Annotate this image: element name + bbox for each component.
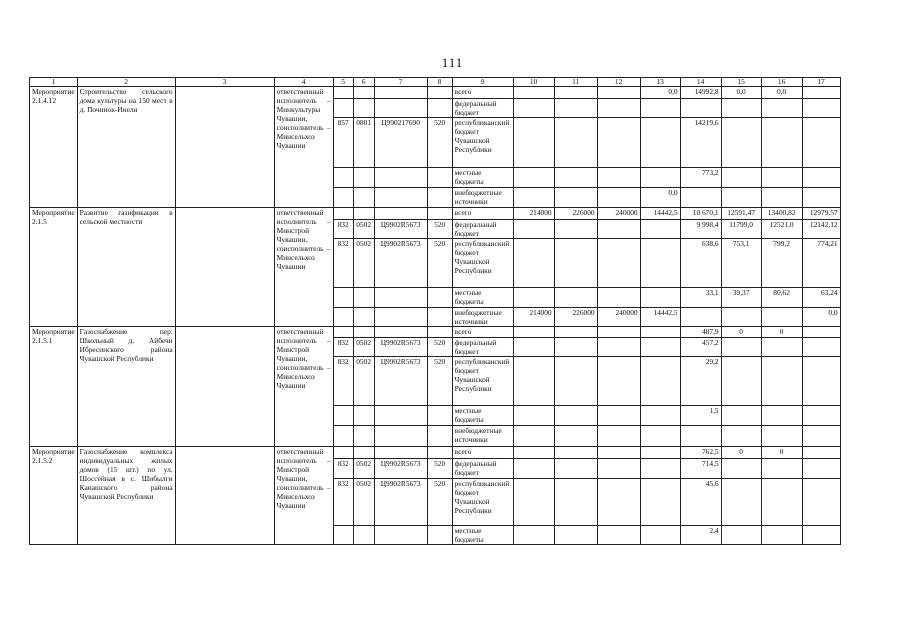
cell-vr	[427, 168, 452, 188]
measure-id: Мероприятие 2.1.5	[30, 208, 78, 327]
cell-c11	[554, 526, 597, 545]
cell-c16	[761, 426, 802, 447]
cell-c14: 487,9	[680, 327, 721, 338]
cell-grbs	[333, 426, 353, 447]
cell-c12	[597, 239, 640, 288]
column-number: 11	[554, 78, 597, 87]
cell-c12	[597, 406, 640, 426]
cell-c13	[640, 220, 680, 239]
cell-csr	[374, 526, 427, 545]
cell-c15	[721, 357, 761, 406]
column-number: 4	[274, 78, 333, 87]
cell-c13	[640, 239, 680, 288]
cell-c15	[721, 188, 761, 208]
cell-rz	[353, 447, 374, 459]
cell-c16: 799,2	[761, 239, 802, 288]
cell-c17: 0,0	[802, 308, 840, 327]
cell-grbs	[333, 87, 353, 99]
column-number: 13	[640, 78, 680, 87]
column-number: 10	[513, 78, 554, 87]
cell-rz: 0502	[353, 239, 374, 288]
cell-c12	[597, 338, 640, 357]
cell-c12	[597, 220, 640, 239]
cell-c12	[597, 99, 640, 118]
cell-c16: 80,62	[761, 288, 802, 308]
cell-c15: 0	[721, 447, 761, 459]
cell-c13: 14442,5	[640, 308, 680, 327]
cell-c10	[513, 99, 554, 118]
cell-src: всего	[452, 327, 513, 338]
table-body	[30, 87, 841, 545]
cell-csr	[374, 327, 427, 338]
cell-c17	[802, 87, 840, 99]
cell-c14: 10 670,1	[680, 208, 721, 220]
cell-c10: 214000	[513, 308, 554, 327]
cell-vr: 520	[427, 118, 452, 168]
cell-csr	[374, 447, 427, 459]
cell-c10	[513, 459, 554, 479]
cell-c17	[802, 327, 840, 338]
cell-c10	[513, 338, 554, 357]
cell-vr	[427, 406, 452, 426]
cell-c10	[513, 357, 554, 406]
cell-c10	[513, 239, 554, 288]
cell-c14: 33,1	[680, 288, 721, 308]
cell-c16: 0	[761, 327, 802, 338]
cell-rz	[353, 288, 374, 308]
column-number: 14	[680, 78, 721, 87]
cell-c13: 14442,5	[640, 208, 680, 220]
cell-src: внебюджетные источники	[452, 188, 513, 208]
table-row	[30, 87, 841, 99]
cell-c12: 240000	[597, 308, 640, 327]
cell-csr	[374, 87, 427, 99]
cell-c11	[554, 459, 597, 479]
cell-vr: 520	[427, 459, 452, 479]
cell-vr	[427, 426, 452, 447]
measure-id: Мероприятие 2.1.4.12	[30, 87, 78, 208]
cell-rz	[353, 308, 374, 327]
cell-c17: 12142,12	[802, 220, 840, 239]
cell-rz	[353, 327, 374, 338]
cell-c16	[761, 308, 802, 327]
table-row	[30, 327, 841, 338]
cell-vr	[427, 288, 452, 308]
cell-c12	[597, 188, 640, 208]
measure-notes	[175, 87, 274, 208]
cell-c12	[597, 357, 640, 406]
cell-src: всего	[452, 208, 513, 220]
cell-c14: 638,6	[680, 239, 721, 288]
measure-name: Газоснабжение пер. Школьный д. Айбечи Ибресинского района Чувашской Республики	[77, 327, 175, 447]
cell-c15: 753,1	[721, 239, 761, 288]
cell-c13: 0,0	[640, 87, 680, 99]
cell-c16: 0,0	[761, 87, 802, 99]
cell-c13	[640, 168, 680, 188]
cell-c15	[721, 459, 761, 479]
cell-c14: 2,4	[680, 526, 721, 545]
cell-c14: 29,2	[680, 357, 721, 406]
cell-c11	[554, 220, 597, 239]
cell-c17: 774,21	[802, 239, 840, 288]
cell-src: федеральный бюджет	[452, 220, 513, 239]
cell-src: федеральный бюджет	[452, 99, 513, 118]
cell-csr	[374, 406, 427, 426]
cell-c15	[721, 118, 761, 168]
cell-c15	[721, 479, 761, 526]
column-number: 17	[802, 78, 840, 87]
cell-src: местные бюджеты	[452, 288, 513, 308]
cell-c10	[513, 168, 554, 188]
measure-name: Газоснабжение комплекса индивидуальных жилых домов (15 шт.) по ул. Шоссейная в с. Шибылги Канашского района Чувашской Республики	[77, 447, 175, 545]
column-number: 16	[761, 78, 802, 87]
cell-csr: Ц990217690	[374, 118, 427, 168]
cell-rz	[353, 168, 374, 188]
cell-c10	[513, 426, 554, 447]
cell-c10	[513, 327, 554, 338]
cell-c16	[761, 188, 802, 208]
cell-c17	[802, 459, 840, 479]
cell-c17	[802, 526, 840, 545]
cell-grbs: 857	[333, 118, 353, 168]
cell-grbs	[333, 99, 353, 118]
cell-c16	[761, 479, 802, 526]
cell-c12: 240000	[597, 208, 640, 220]
cell-c12	[597, 479, 640, 526]
cell-c15	[721, 526, 761, 545]
cell-vr	[427, 526, 452, 545]
cell-src: местные бюджеты	[452, 168, 513, 188]
cell-csr	[374, 168, 427, 188]
cell-vr: 520	[427, 239, 452, 288]
cell-vr: 520	[427, 338, 452, 357]
cell-c14: 45,6	[680, 479, 721, 526]
cell-c11	[554, 99, 597, 118]
cell-grbs: 832	[333, 459, 353, 479]
cell-c12	[597, 459, 640, 479]
cell-vr	[427, 87, 452, 99]
cell-c11	[554, 87, 597, 99]
cell-src: республиканский бюджет Чувашской Республики	[452, 239, 513, 288]
cell-c13	[640, 447, 680, 459]
cell-c15	[721, 426, 761, 447]
cell-c13	[640, 526, 680, 545]
cell-c11	[554, 239, 597, 288]
cell-c17	[802, 188, 840, 208]
cell-src: федеральный бюджет	[452, 459, 513, 479]
cell-src: федеральный бюджет	[452, 338, 513, 357]
cell-csr: Ц9902R5673	[374, 357, 427, 406]
cell-c11	[554, 327, 597, 338]
column-number: 2	[77, 78, 175, 87]
cell-c12	[597, 426, 640, 447]
measure-id: Мероприятие 2.1.5.1	[30, 327, 78, 447]
cell-c16	[761, 459, 802, 479]
cell-c17: 12979,57	[802, 208, 840, 220]
cell-c17	[802, 357, 840, 406]
cell-grbs	[333, 327, 353, 338]
cell-src: внебюджетные источники	[452, 426, 513, 447]
cell-c11	[554, 118, 597, 168]
cell-c17	[802, 118, 840, 168]
cell-grbs	[333, 406, 353, 426]
cell-c13	[640, 118, 680, 168]
cell-grbs	[333, 208, 353, 220]
cell-rz	[353, 188, 374, 208]
column-number: 8	[427, 78, 452, 87]
cell-c14: 9 998,4	[680, 220, 721, 239]
cell-grbs: 832	[333, 220, 353, 239]
cell-c10	[513, 188, 554, 208]
cell-src: республиканский бюджет Чувашской Республики	[452, 479, 513, 526]
cell-c11	[554, 288, 597, 308]
cell-c16	[761, 168, 802, 188]
cell-csr: Ц9902R5673	[374, 239, 427, 288]
table-row	[30, 208, 841, 220]
cell-c15	[721, 308, 761, 327]
cell-c10	[513, 118, 554, 168]
column-number: 3	[175, 78, 274, 87]
cell-vr	[427, 327, 452, 338]
measure-notes	[175, 327, 274, 447]
cell-rz	[353, 208, 374, 220]
cell-c11	[554, 338, 597, 357]
cell-vr: 520	[427, 220, 452, 239]
cell-c14: 762,5	[680, 447, 721, 459]
cell-c14: 773,2	[680, 168, 721, 188]
cell-c15: 11799,0	[721, 220, 761, 239]
cell-c16	[761, 118, 802, 168]
cell-c12	[597, 87, 640, 99]
cell-c10	[513, 406, 554, 426]
cell-c11	[554, 357, 597, 406]
cell-rz: 0801	[353, 118, 374, 168]
cell-grbs	[333, 308, 353, 327]
cell-c14: 714,5	[680, 459, 721, 479]
cell-c11	[554, 479, 597, 526]
cell-c12	[597, 168, 640, 188]
cell-csr	[374, 288, 427, 308]
cell-c11	[554, 188, 597, 208]
cell-rz	[353, 87, 374, 99]
cell-c14: 14219,6	[680, 118, 721, 168]
cell-c13	[640, 288, 680, 308]
cell-csr	[374, 208, 427, 220]
cell-grbs: 832	[333, 357, 353, 406]
cell-c16: 13400,82	[761, 208, 802, 220]
cell-rz: 0502	[353, 220, 374, 239]
cell-c17	[802, 168, 840, 188]
cell-c15	[721, 99, 761, 118]
cell-c13	[640, 99, 680, 118]
measure-executor: ответственный исполнитель – Минстрой Чувашии, соисполнитель – Минсельхоз Чувашии	[274, 447, 333, 545]
cell-c13	[640, 327, 680, 338]
cell-c15	[721, 168, 761, 188]
cell-c15	[721, 406, 761, 426]
cell-c13	[640, 426, 680, 447]
cell-c12	[597, 118, 640, 168]
cell-c11	[554, 406, 597, 426]
cell-grbs: 832	[333, 479, 353, 526]
cell-grbs: 832	[333, 338, 353, 357]
cell-rz: 0502	[353, 459, 374, 479]
measure-notes	[175, 208, 274, 327]
cell-csr: Ц9902R5673	[374, 338, 427, 357]
cell-c14	[680, 308, 721, 327]
cell-c10	[513, 220, 554, 239]
cell-c10	[513, 288, 554, 308]
cell-c17	[802, 479, 840, 526]
column-number: 9	[452, 78, 513, 87]
cell-csr: Ц9902R5673	[374, 220, 427, 239]
column-number-row	[30, 78, 841, 87]
measure-executor: ответственный исполнитель – Минкультуры Чувашии, соисполнитель – Минсельхоз Чувашии	[274, 87, 333, 208]
cell-c17	[802, 426, 840, 447]
cell-c17	[802, 99, 840, 118]
cell-vr	[427, 208, 452, 220]
cell-c13	[640, 357, 680, 406]
cell-src: республиканский бюджет Чувашской Республики	[452, 118, 513, 168]
cell-c14	[680, 188, 721, 208]
cell-c13: 0,0	[640, 188, 680, 208]
cell-c15: 0	[721, 327, 761, 338]
cell-src: местные бюджеты	[452, 526, 513, 545]
cell-c11	[554, 168, 597, 188]
measure-name: Строительство сельского дома культуры на 150 мест в д. Починок-Инели	[77, 87, 175, 208]
cell-grbs	[333, 188, 353, 208]
page-number: 111	[441, 55, 464, 70]
cell-rz: 0502	[353, 338, 374, 357]
cell-c16	[761, 99, 802, 118]
cell-c13	[640, 479, 680, 526]
column-number: 15	[721, 78, 761, 87]
cell-rz	[353, 99, 374, 118]
column-number: 7	[374, 78, 427, 87]
cell-grbs: 832	[333, 239, 353, 288]
cell-c17	[802, 447, 840, 459]
cell-vr	[427, 99, 452, 118]
cell-src: всего	[452, 447, 513, 459]
cell-c17	[802, 406, 840, 426]
cell-rz	[353, 426, 374, 447]
cell-c12	[597, 526, 640, 545]
cell-src: всего	[452, 87, 513, 99]
cell-c11	[554, 426, 597, 447]
cell-c16	[761, 338, 802, 357]
cell-c10	[513, 447, 554, 459]
cell-c16	[761, 406, 802, 426]
cell-c15: 12591,47	[721, 208, 761, 220]
cell-c14	[680, 99, 721, 118]
cell-src: местные бюджеты	[452, 406, 513, 426]
cell-c16: 0	[761, 447, 802, 459]
measure-notes	[175, 447, 274, 545]
cell-csr	[374, 188, 427, 208]
cell-c15: 39,37	[721, 288, 761, 308]
cell-c10: 214000	[513, 208, 554, 220]
cell-c11	[554, 447, 597, 459]
cell-vr	[427, 447, 452, 459]
cell-csr	[374, 308, 427, 327]
cell-c17: 63,24	[802, 288, 840, 308]
cell-c16: 12521,0	[761, 220, 802, 239]
cell-c10	[513, 479, 554, 526]
cell-c17	[802, 338, 840, 357]
cell-grbs	[333, 526, 353, 545]
measure-executor: ответственный исполнитель – Минстрой Чувашии, соисполнитель – Минсельхоз Чувашии	[274, 208, 333, 327]
cell-grbs	[333, 288, 353, 308]
column-number: 5	[333, 78, 353, 87]
cell-c14: 457,2	[680, 338, 721, 357]
cell-c13	[640, 406, 680, 426]
cell-vr	[427, 308, 452, 327]
cell-c14: 1,5	[680, 406, 721, 426]
budget-table	[29, 77, 841, 545]
cell-c15	[721, 338, 761, 357]
cell-rz	[353, 406, 374, 426]
column-number: 6	[353, 78, 374, 87]
cell-c13	[640, 338, 680, 357]
cell-c14	[680, 426, 721, 447]
cell-grbs	[333, 168, 353, 188]
cell-csr: Ц9902R5673	[374, 459, 427, 479]
cell-csr	[374, 99, 427, 118]
cell-c14: 14992,8	[680, 87, 721, 99]
cell-c10	[513, 526, 554, 545]
cell-c10	[513, 87, 554, 99]
cell-c15: 0,0	[721, 87, 761, 99]
cell-rz: 0502	[353, 357, 374, 406]
table-row	[30, 447, 841, 459]
cell-src: республиканский бюджет Чувашской Республики	[452, 357, 513, 406]
measure-executor: ответственный исполнитель – Минстрой Чувашии, соисполнитель – Минсельхоз Чувашии	[274, 327, 333, 447]
cell-vr: 520	[427, 357, 452, 406]
cell-c13	[640, 459, 680, 479]
cell-c12	[597, 447, 640, 459]
cell-c12	[597, 288, 640, 308]
cell-rz	[353, 526, 374, 545]
cell-grbs	[333, 447, 353, 459]
measure-name: Развитие газификации в сельской местности	[77, 208, 175, 327]
cell-vr	[427, 188, 452, 208]
cell-c16	[761, 357, 802, 406]
cell-csr	[374, 426, 427, 447]
cell-c11: 226000	[554, 308, 597, 327]
cell-rz: 0502	[353, 479, 374, 526]
column-number: 12	[597, 78, 640, 87]
cell-c12	[597, 327, 640, 338]
cell-csr: Ц9902R5673	[374, 479, 427, 526]
cell-c16	[761, 526, 802, 545]
measure-id: Мероприятие 2.1.5.2	[30, 447, 78, 545]
cell-vr: 520	[427, 479, 452, 526]
cell-c11: 226000	[554, 208, 597, 220]
cell-src: внебюджетные источники	[452, 308, 513, 327]
column-number: 1	[30, 78, 78, 87]
